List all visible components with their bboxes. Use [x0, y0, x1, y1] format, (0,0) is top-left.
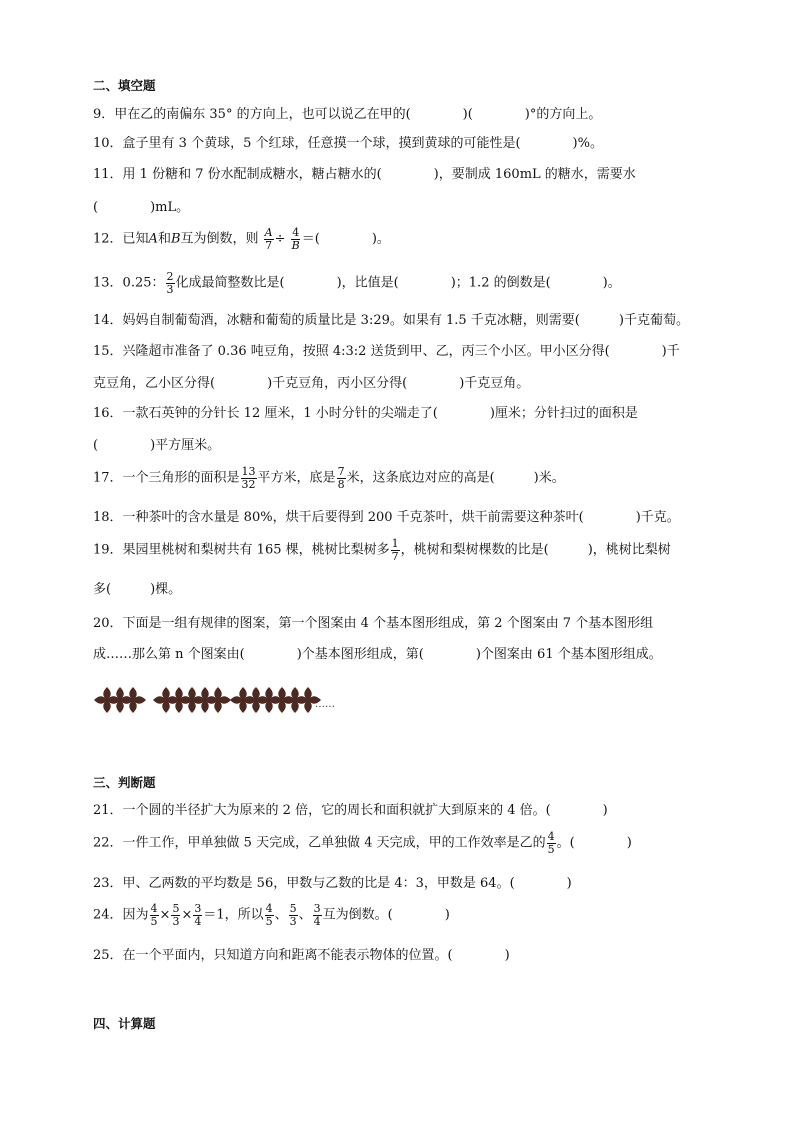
question-25: 25．在一个平面内，只知道方向和距离不能表示物体的位置。( )	[93, 948, 510, 963]
fraction: $\frac{13}{32}$	[241, 465, 256, 491]
section-heading-judge: 三、判断题	[93, 775, 156, 790]
section-heading-fill: 二、填空题	[93, 78, 156, 93]
fraction: $\frac{4}{5}$	[265, 902, 273, 928]
question-16-line2: ( )平方厘米。	[93, 438, 221, 453]
question-18: 18．一种茶叶的含水量是 80%，烘干后要得到 200 千克茶叶，烘干前需要这种茶叶( )千克。	[93, 510, 680, 525]
question-23: 23．甲、乙两数的平均数是 56，甲数与乙数的比是 4：3，甲数是 64。( )	[93, 876, 572, 891]
pattern-1	[94, 687, 146, 713]
pattern-2	[153, 687, 231, 713]
question-17: 17．一个三角形的面积是 $\frac{13}{32}$ 平方米，底是 $\frac{7}{8}$ 米，这条底边对应的高是( )米。	[93, 465, 565, 491]
question-12: 12．已知A和B互为倒数，则 $\frac{A}{7}$ ÷ $\frac{4}{B}$ ＝( )。	[93, 226, 390, 252]
pattern-svg	[93, 683, 353, 717]
question-19-line2: 多( )棵。	[93, 582, 182, 597]
fraction: $\frac{A}{7}$	[264, 226, 273, 252]
question-24: 24．因为 $\frac{4}{5}$ × $\frac{5}{3}$ × $\frac{3}{4}$ ＝1，所以 $\frac{4}{5}$ 、 $\frac{5}{3}$ 、 $\frac{3}{4}$ 互为倒数。( )	[93, 902, 450, 928]
question-14: 14．妈妈自制葡萄酒，冰糖和葡萄的质量比是 3:29。如果有 1.5 千克冰糖，则需要( )千克葡萄。	[93, 313, 689, 328]
question-20-line2: 成……那么第 n 个图案由( )个基本图形组成，第( )个图案由 61 个基本图形组成。	[93, 647, 662, 662]
fraction: $\frac{4}{B}$	[291, 226, 300, 252]
question-9: 9．甲在乙的南偏东 35° 的方向上，也可以说乙在甲的( )( )°的方向上。	[93, 107, 602, 122]
fraction: $\frac{1}{7}$	[391, 537, 399, 563]
fraction: $\frac{4}{5}$	[547, 830, 555, 856]
fraction: $\frac{5}{3}$	[289, 902, 297, 928]
question-11-line1: 11．用 1 份糖和 7 份水配制成糖水，糖占糖水的( )，要制成 160mL 的糖水，需要水	[93, 167, 636, 182]
fraction: $\frac{3}{4}$	[313, 902, 321, 928]
pattern-ellipsis: ……	[315, 699, 335, 710]
pattern-3	[230, 687, 321, 713]
question-16-line1: 16．一款石英钟的分针长 12 厘米，1 小时分针的尖端走了( )厘米；分针扫过的面积是	[93, 406, 638, 421]
fraction: $\frac{5}{3}$	[172, 902, 180, 928]
question-15-line2: 克豆角，乙小区分得( )千克豆角，丙小区分得( )千克豆角。	[93, 376, 530, 391]
question-11-line2: ( )mL。	[93, 200, 190, 215]
question-15-line1: 15．兴隆超市准备了 0.36 吨豆角，按照 4:3:2 送货到甲、乙，丙三个小区。甲小区分得( )千	[93, 344, 680, 359]
fraction: $\frac{3}{4}$	[194, 902, 202, 928]
question-20-line1: 20．下面是一组有规律的图案，第一个图案由 4 个基本图形组成，第 2 个图案由 7 个基本图形组	[93, 616, 654, 631]
fraction: $\frac{7}{8}$	[337, 465, 345, 491]
fraction: $\frac{2}{3}$	[166, 270, 174, 296]
question-19-line1: 19．果园里桃树和梨树共有 165 棵，桃树比梨树多 $\frac{1}{7}$ ，桃树和梨树棵数的比是( )，桃树比梨树	[93, 537, 671, 563]
question-21: 21．一个圆的半径扩大为原来的 2 倍，它的周长和面积就扩大到原来的 4 倍。( )	[93, 803, 608, 818]
pattern-figures	[93, 683, 353, 717]
question-22: 22．一件工作，甲单独做 5 天完成，乙单独做 4 天完成，甲的工作效率是乙的 $\frac{4}{5}$ 。( )	[93, 830, 632, 856]
section-heading-calc: 四、计算题	[93, 1016, 156, 1031]
fraction: $\frac{4}{5}$	[150, 902, 158, 928]
question-13: 13．0.25： $\frac{2}{3}$ 化成最简整数比是( )，比值是( )；1.2 的倒数是( )。	[93, 270, 621, 296]
question-10: 10．盒子里有 3 个黄球，5 个红球，任意摸一个球，摸到黄球的可能性是( )%。	[93, 136, 603, 151]
